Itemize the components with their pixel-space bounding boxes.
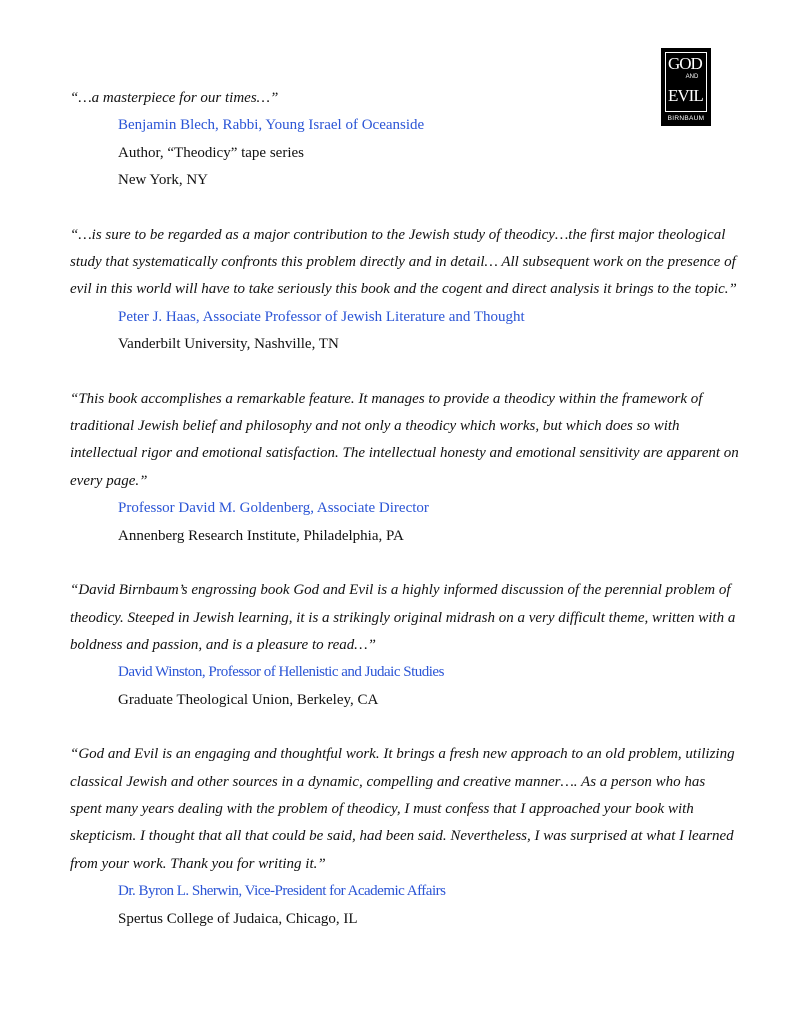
- testimonial: [70, 741, 740, 933]
- testimonial-detail: Graduate Theological Union, Berkeley, CA: [118, 691, 379, 708]
- testimonial-quote: “David Birnbaum’s engrossing book God and Evil is a highly informed discussion of the perennial problem of theodicy. Steeped in Jewish learning, it is a strikingly original midrash on a very difficult theme, written with a boldness and passion, and is a pleasure to read…”: [70, 582, 736, 653]
- testimonial-detail: Annenberg Research Institute, Philadelphia, PA: [118, 527, 404, 544]
- testimonial: [70, 577, 740, 714]
- testimonial: [70, 85, 740, 195]
- logo-word-god: GOD: [668, 54, 702, 73]
- logo-word-evil: EVIL: [668, 86, 703, 105]
- testimonials: [70, 85, 740, 960]
- testimonial-author: Peter J. Haas, Associate Professor of Jewish Literature and Thought: [118, 308, 525, 325]
- testimonial: [70, 386, 740, 550]
- testimonial-detail: Author, “Theodicy” tape series: [118, 144, 304, 161]
- logo-author: BIRNBAUM: [667, 115, 705, 122]
- testimonial-detail: New York, NY: [118, 172, 209, 189]
- testimonial-quote: “…a masterpiece for our times…”: [70, 90, 279, 106]
- testimonial-detail: Vanderbilt University, Nashville, TN: [118, 336, 339, 353]
- logo-word-and: AND: [685, 74, 699, 80]
- testimonial-quote: “…is sure to be regarded as a major contribution to the Jewish study of theodicy…the first major theological study that systematically confronts this problem directly and in detail… All subsequent work on the presence of evil in this world will have to take seriously this book and the cogent and direct analysis it brings to the topic.”: [70, 226, 737, 298]
- testimonial-author: Professor David M. Goldenberg, Associate Director: [118, 500, 429, 517]
- testimonial-detail: Spertus College of Judaica, Chicago, IL: [118, 910, 358, 927]
- testimonial-quote: “God and Evil is an engaging and thoughtful work. It brings a fresh new approach to an old problem, utilizing classical Jewish and other sources in a dynamic, compelling and creative manner…. As a person who has spent many years dealing with the problem of theodicy, I must confess that I approached your book with skepticism. I thought that all that could be said, had been said. Nevertheless, I was surprised at what I learned from your work. Thank you for writing it.”: [70, 746, 735, 872]
- testimonial-author: David Winston, Professor of Hellenistic and Judaic Studies: [118, 664, 444, 681]
- testimonial-quote: “This book accomplishes a remarkable feature. It manages to provide a theodicy within the framework of traditional Jewish belief and philosophy and not only a theodicy which works, but which does so with intellectual rigor and emotional satisfaction. The intellectual honesty and emotional sensitivity are apparent on every page.”: [70, 390, 739, 489]
- testimonial-author: Dr. Byron L. Sherwin, Vice-President for Academic Affairs: [118, 883, 446, 900]
- testimonial-author: Benjamin Blech, Rabbi, Young Israel of Oceanside: [118, 117, 425, 134]
- testimonial: [70, 222, 740, 359]
